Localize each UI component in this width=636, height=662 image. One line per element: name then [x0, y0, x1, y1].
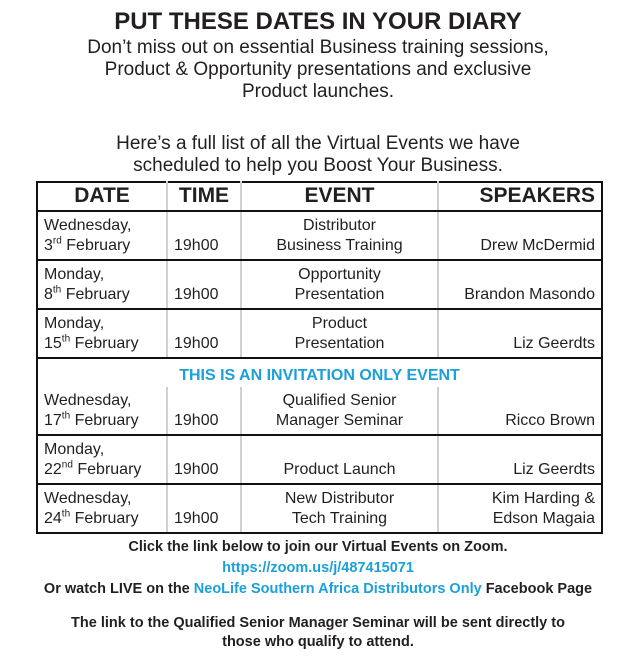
event-cell — [241, 260, 438, 309]
event-line: Opportunity — [298, 266, 381, 283]
event-line: Presentation — [294, 286, 385, 303]
time-cell: 19h00 — [167, 260, 241, 309]
facebook-pre: Or watch LIVE on the — [43, 581, 194, 597]
date — [44, 285, 160, 305]
ordinal: th — [61, 410, 71, 422]
facebook-post: Facebook Page — [481, 581, 593, 597]
events-table — [36, 181, 603, 534]
month: February — [65, 286, 130, 303]
event-cell — [241, 435, 438, 484]
header-date: DATE — [37, 182, 167, 211]
time-cell: 19h00 — [167, 211, 241, 260]
speaker-line: Drew McDermid — [480, 237, 595, 254]
speaker-cell — [438, 309, 602, 358]
month: February — [66, 237, 131, 254]
date-cell — [37, 211, 167, 260]
day: Monday, — [44, 441, 105, 458]
day-number: 24 — [44, 510, 62, 527]
table-row — [37, 484, 602, 533]
event-cell — [241, 211, 438, 260]
date-cell — [37, 387, 167, 435]
month: February — [74, 412, 139, 429]
month: February — [74, 335, 139, 352]
header-speakers: SPEAKERS — [438, 182, 602, 211]
event-line: Manager Seminar — [275, 412, 404, 429]
time-cell: 19h00 — [167, 435, 241, 484]
speaker-cell — [438, 484, 602, 533]
table-row — [37, 309, 602, 358]
speaker-cell — [438, 260, 602, 309]
event-line: Presentation — [294, 335, 385, 352]
date — [44, 236, 160, 256]
date — [44, 411, 160, 431]
intro-line: Here’s a full list of all the Virtual Events we have — [116, 133, 520, 154]
day-number: 15 — [44, 335, 62, 352]
day-number: 3 — [44, 237, 53, 254]
seminar-note: those who qualify to attend. — [222, 634, 414, 650]
date — [44, 334, 160, 354]
speaker-line: Liz Geerdts — [513, 461, 595, 478]
intro-text — [0, 37, 636, 103]
table-row — [37, 387, 602, 435]
day: Monday, — [44, 266, 105, 283]
day: Wednesday, — [44, 217, 132, 234]
speaker-line: Ricco Brown — [505, 412, 595, 429]
facebook-group-link[interactable]: NeoLife Southern Africa Distributors Only — [193, 581, 482, 597]
date-cell — [37, 435, 167, 484]
intro-line: scheduled to help you Boost Your Business. — [133, 155, 503, 176]
header-time: TIME — [167, 182, 241, 211]
zoom-instructions: Click the link below to join our Virtual Events on Zoom. — [128, 539, 508, 555]
speaker-line: Kim Harding & — [491, 490, 595, 507]
ordinal: th — [61, 508, 71, 520]
time-cell: 19h00 — [167, 309, 241, 358]
page-title: PUT THESE DATES IN YOUR DIARY — [114, 8, 522, 35]
event-line: New Distributor — [284, 490, 395, 507]
ordinal: th — [61, 333, 71, 345]
day-number: 22 — [44, 461, 62, 478]
date-cell — [37, 309, 167, 358]
table-header — [37, 182, 602, 211]
speaker-cell — [438, 211, 602, 260]
table-row — [37, 260, 602, 309]
date — [44, 509, 160, 529]
table-row — [37, 211, 602, 260]
day: Wednesday, — [44, 392, 132, 409]
event-cell — [241, 309, 438, 358]
speaker-cell — [438, 387, 602, 435]
date-cell — [37, 484, 167, 533]
seminar-note: The link to the Qualified Senior Manager Seminar will be sent directly to — [71, 615, 565, 631]
intro-line: Don’t miss out on essential Business training sessions, — [87, 37, 549, 58]
month: February — [74, 510, 139, 527]
invitation-row — [37, 358, 602, 387]
event-line: Product — [311, 315, 368, 332]
month: February — [77, 461, 142, 478]
facebook-line — [0, 579, 636, 599]
event-line: Qualified Senior — [282, 392, 397, 409]
table-row — [37, 435, 602, 484]
speaker-line: Edson Magaia — [492, 510, 595, 527]
speaker-cell — [438, 435, 602, 484]
header-event: EVENT — [241, 182, 438, 211]
day-number: 8 — [44, 286, 53, 303]
ordinal: rd — [52, 235, 62, 247]
event-line: Tech Training — [291, 510, 388, 527]
event-line: Business Training — [276, 237, 403, 254]
date — [44, 460, 160, 480]
zoom-link[interactable]: https://zoom.us/j/487415071 — [222, 560, 414, 576]
intro-line: Product launches. — [241, 81, 395, 102]
intro-text-2 — [0, 133, 636, 177]
ordinal: th — [52, 284, 62, 296]
time-cell: 19h00 — [167, 484, 241, 533]
date-cell — [37, 260, 167, 309]
invitation-note: THIS IS AN INVITATION ONLY EVENT — [179, 367, 460, 384]
day: Monday, — [44, 315, 105, 332]
day: Wednesday, — [44, 490, 132, 507]
event-cell — [241, 387, 438, 435]
event-cell — [241, 484, 438, 533]
day-number: 17 — [44, 412, 62, 429]
speaker-line: Liz Geerdts — [513, 335, 595, 352]
ordinal: nd — [61, 459, 73, 471]
intro-line: Product & Opportunity presentations and exclusive — [104, 59, 532, 80]
speaker-line: Brandon Masondo — [464, 286, 595, 303]
event-line: Product Launch — [283, 461, 396, 478]
time-cell: 19h00 — [167, 387, 241, 435]
event-line: Distributor — [303, 217, 376, 234]
